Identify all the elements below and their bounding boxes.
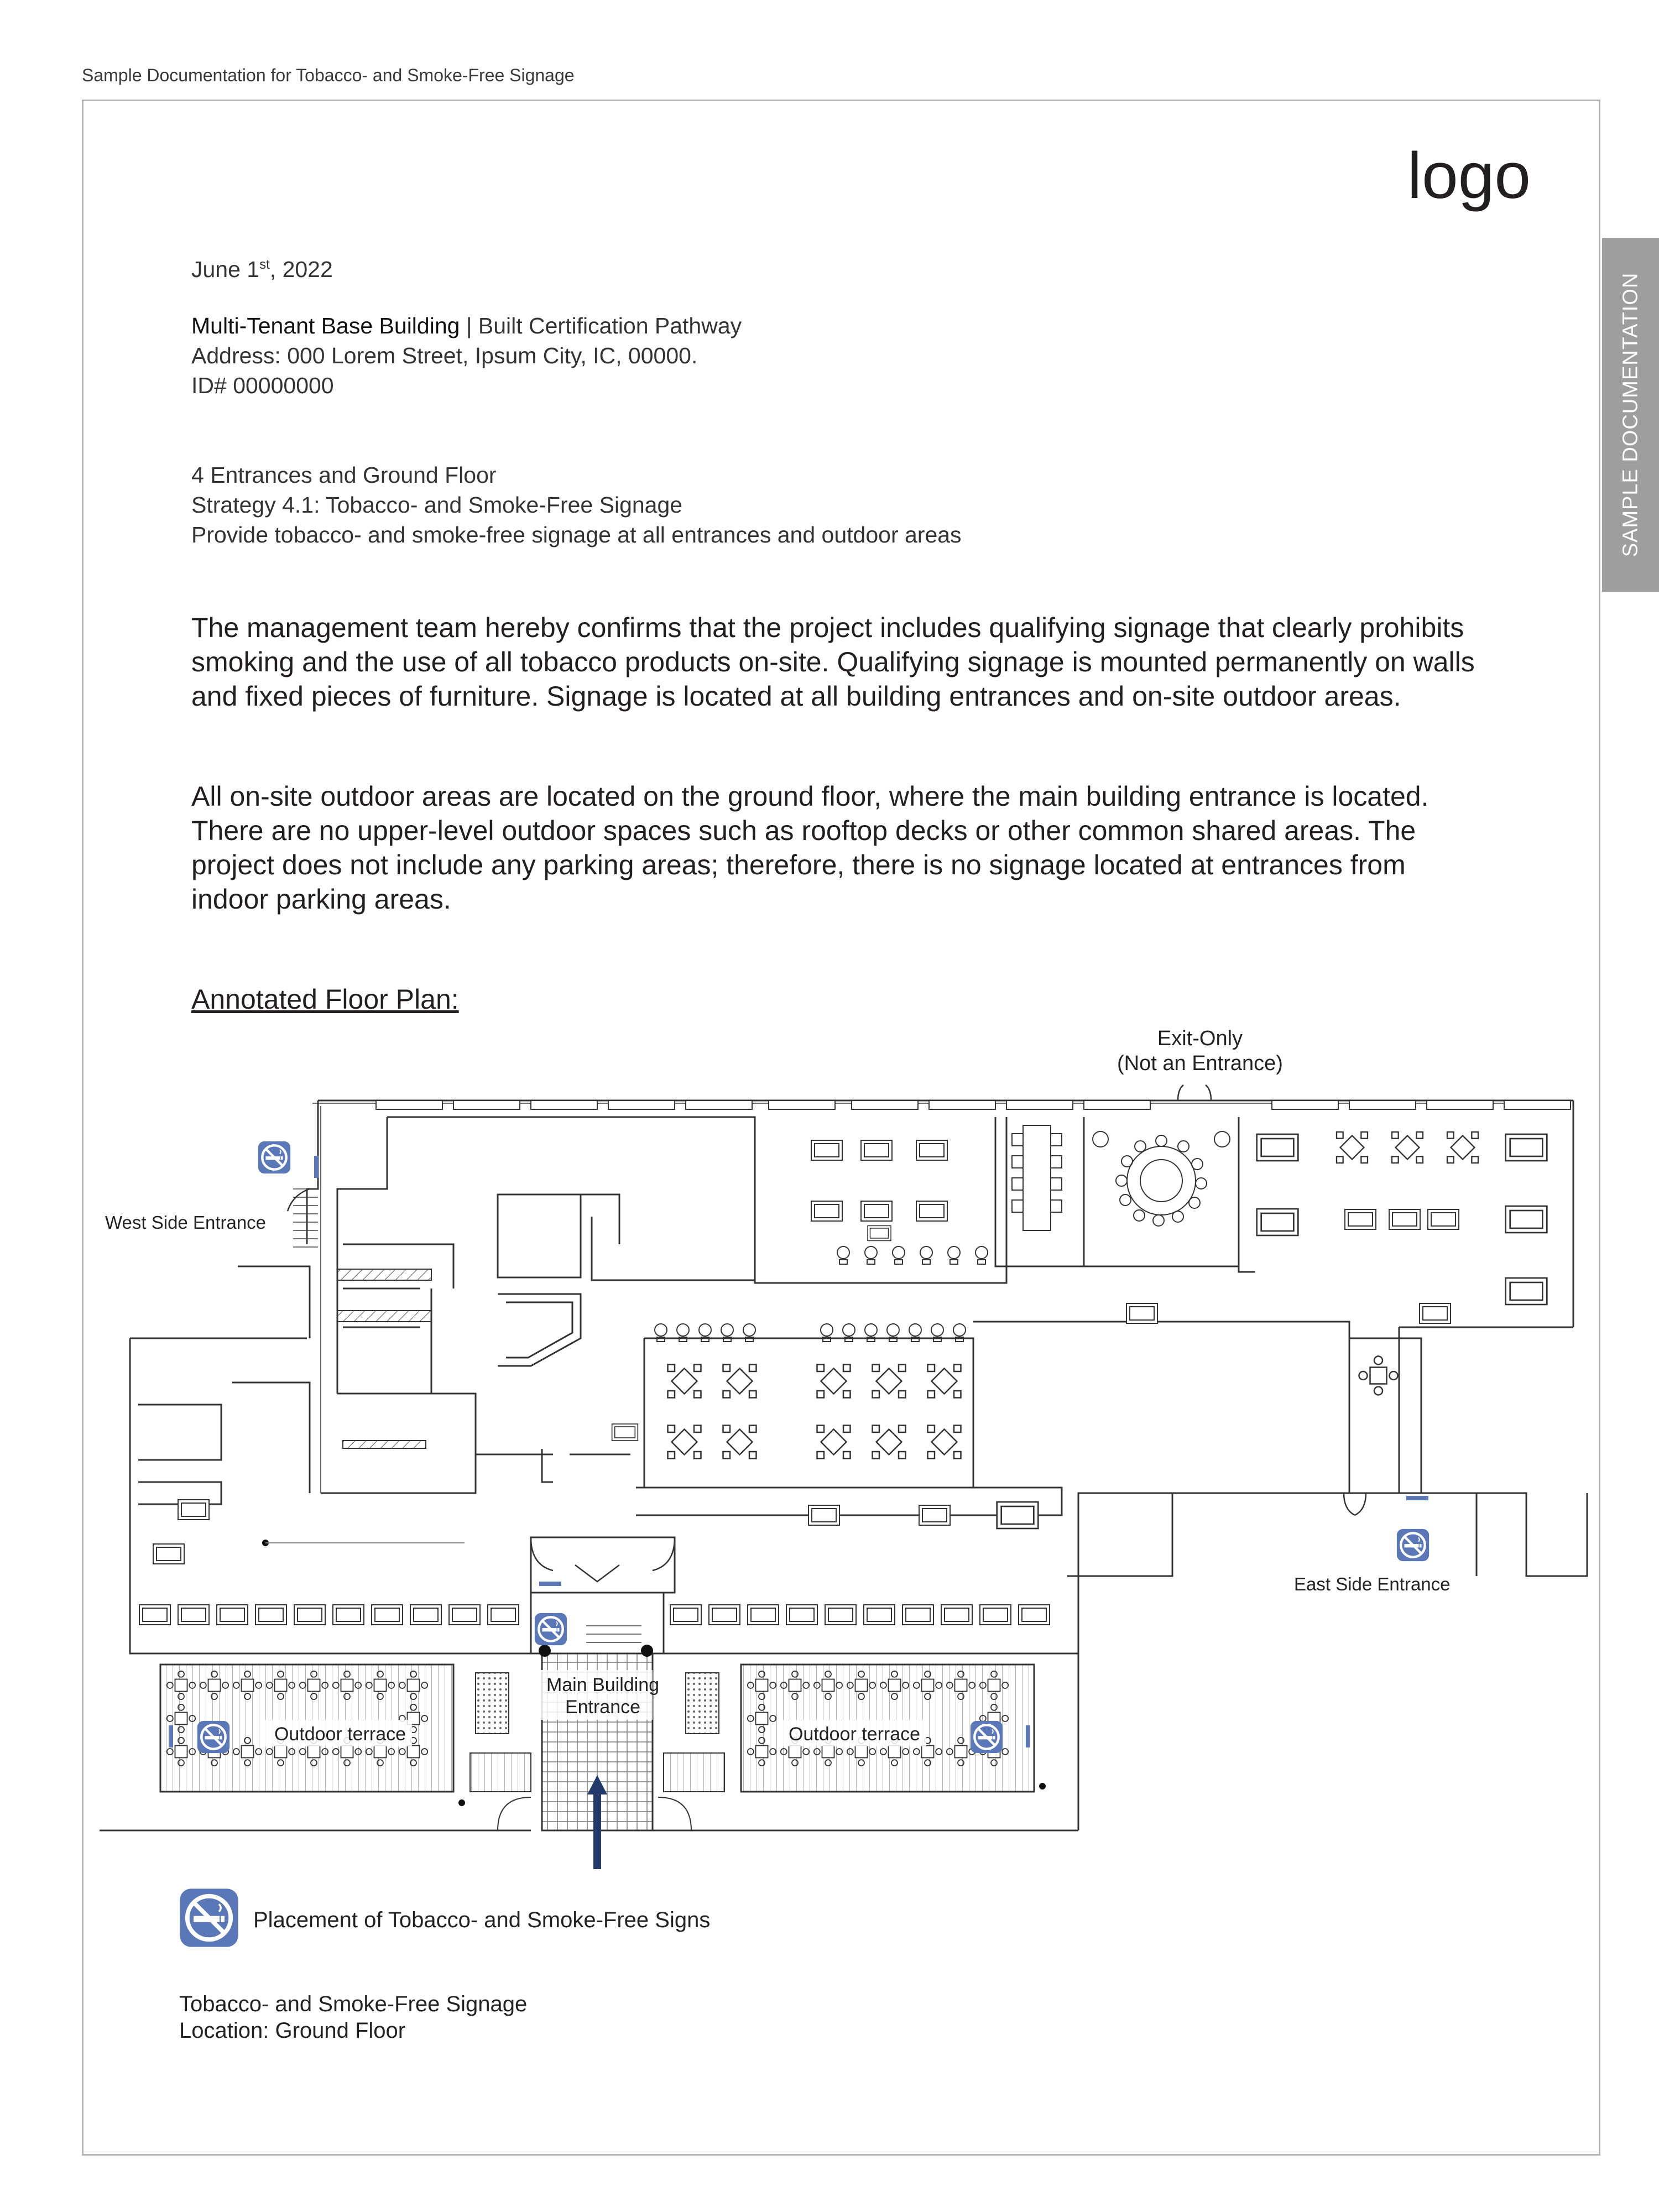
sign-main-entrance — [535, 1613, 567, 1645]
curved-counter — [498, 1294, 581, 1366]
document-header: Sample Documentation for Tobacco- and Smoke-Free Signage — [82, 65, 575, 85]
project-name: Multi-Tenant Base Building — [191, 313, 460, 338]
main-entrance-label-line1: Main Building — [546, 1674, 660, 1695]
building-outline — [130, 1100, 1587, 1653]
interior-walls — [138, 1117, 1421, 1653]
caption-location: Location: Ground Floor — [179, 2018, 406, 2043]
logo: logo — [1407, 139, 1531, 212]
main-entrance-label-line2: Entrance — [565, 1697, 641, 1718]
strategy-info — [191, 460, 962, 550]
confirmation-paragraph: The management team hereby confirms that the project includes qualifying signage that clearly prohibits smoking and the use of all tobacco products on-site. Qualifying signage is mounted permanently on walls and fixed pieces of furniture. Signage is located at all building entrances and on-site outdoor areas. — [191, 612, 1475, 712]
strategy-section: 4 Entrances and Ground Floor — [191, 462, 497, 488]
window-table-row — [139, 1605, 1050, 1625]
east-terrace-label: Outdoor terrace — [788, 1724, 921, 1745]
sign-west-entrance — [258, 1141, 290, 1173]
project-id: ID# 00000000 — [191, 373, 334, 398]
window-bands — [376, 1100, 1571, 1109]
strategy-requirement: Provide tobacco- and smoke-free signage at all entrances and outdoor areas — [191, 522, 962, 547]
caption-title: Tobacco- and Smoke-Free Signage — [179, 1992, 528, 2016]
stair-lines — [293, 1189, 641, 1642]
not-entrance-label: (Not an Entrance) — [1117, 1052, 1283, 1075]
legend-no-smoking-icon — [178, 1887, 240, 1949]
dining-tables — [153, 1365, 1038, 1564]
meeting-table — [1012, 1125, 1062, 1230]
east-entrance-label: East Side Entrance — [1294, 1574, 1451, 1594]
lounge-seating — [1126, 1132, 1547, 1395]
legend-label: Placement of Tobacco- and Smoke-Free Signs — [253, 1908, 711, 1932]
sign-east-terrace — [971, 1721, 1003, 1753]
bar-stools — [655, 1246, 988, 1342]
side-tab-label: SAMPLE DOCUMENTATION — [1619, 272, 1642, 557]
date-month-day: June 1 — [191, 257, 260, 282]
round-table — [1093, 1131, 1230, 1226]
stair-blocks — [337, 1269, 431, 1448]
floor-plan — [0, 1018, 1604, 1880]
west-terrace-label: Outdoor terrace — [274, 1724, 406, 1745]
date-suffix: st — [259, 257, 270, 272]
project-address: Address: 000 Lorem Street, Ipsum City, IC, 00000. — [191, 343, 698, 368]
plan-caption — [179, 1991, 527, 2044]
project-pathway: | Built Certification Pathway — [460, 313, 742, 338]
strategy-title: Strategy 4.1: Tobacco- and Smoke-Free Signage — [191, 492, 683, 518]
west-entrance-label: West Side Entrance — [105, 1212, 267, 1233]
plan-labels — [105, 1027, 1451, 1746]
upper-booths — [811, 1140, 947, 1241]
sign-west-terrace — [197, 1721, 229, 1753]
outdoor-areas-paragraph: All on-site outdoor areas are located on the ground floor, where the main building entrance is located. There are no upper-level outdoor spaces such as rooftop decks or other common shared areas. The project does not include any parking areas; therefore, there is no signage located at entrances from indoor parking areas. — [191, 781, 1429, 915]
letter-date — [191, 250, 333, 284]
date-year: , 2022 — [269, 257, 333, 282]
sign-east-entrance — [1397, 1529, 1429, 1561]
exit-only-label: Exit-Only — [1157, 1027, 1243, 1050]
floor-plan-heading: Annotated Floor Plan: — [191, 984, 459, 1015]
side-tab — [1602, 238, 1659, 592]
project-info — [191, 311, 742, 400]
